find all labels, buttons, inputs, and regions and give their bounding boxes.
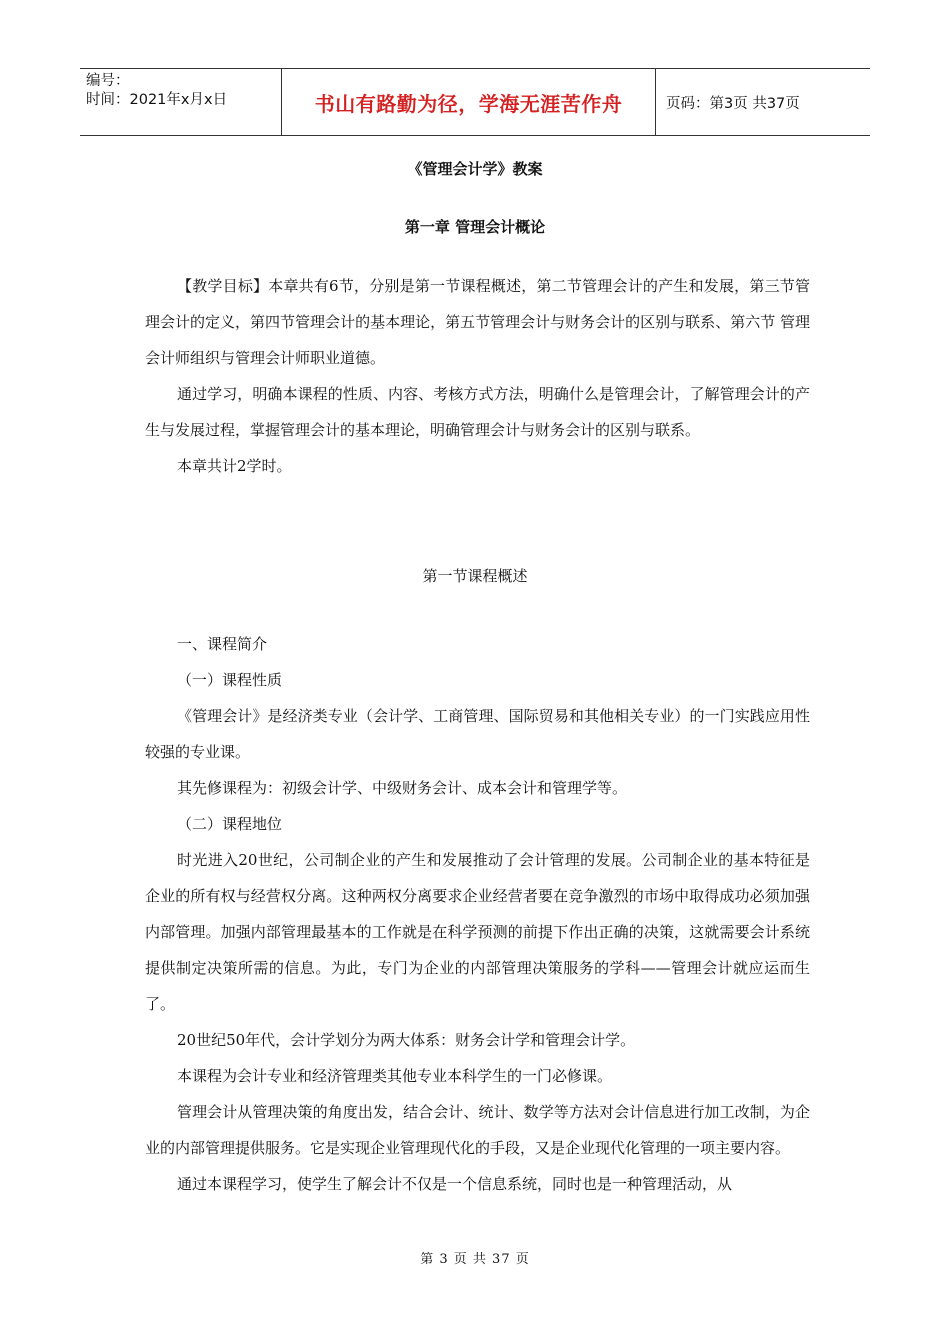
prerequisite-paragraph: 其先修课程为：初级会计学、中级财务会计、成本会计和管理学等。 [177,779,628,797]
header-table [80,68,870,136]
heading-course-position: （二）课程地位 [177,815,283,833]
fifties-paragraph: 20世纪50年代，会计学划分为两大体系：财务会计学和管理会计学。 [177,1031,636,1049]
header-meta-cell [80,69,282,135]
history-paragraph: 时光进入20世纪，公司制企业的产生和发展推动了会计管理的发展。公司制企业的基本特征是企业的所有权与经营权分离。这种两权分离要求企业经营者要在竞争激烈的市场中取得成功必须加强内部管理。加强内部管理最基本的工作就是在科学预测的前提下作出正确的决策，这就需要会计系统提供制定决策所需的信息。为此，专门为企业的内部管理决策服务的学科——管理会计就应运而生了。 [145,851,810,1013]
chapter-title: 第一章 管理会计概论 [404,218,546,236]
header-page-info: 页码：第3页 共37页 [666,95,800,112]
document-title: 《管理会计学》教案 [407,160,543,178]
page-footer: 第 3 页 共 37 页 [420,1252,530,1267]
header-motto: 书山有路勤为径，学海无涯苦作舟 [282,69,656,135]
time-label: 时间：2021年x月x日 [86,92,228,108]
section-title: 第一节课程概述 [422,567,528,585]
intro-section [145,268,810,484]
management-accounting-paragraph: 管理会计从管理决策的角度出发，结合会计、统计、数学等方法对会计信息进行加工改制，为企业的内部管理提供服务。它是实现企业管理现代化的手段，又是企业现代化管理的一项主要内容。 [145,1103,810,1157]
heading-course-nature: （一）课程性质 [177,671,283,689]
required-course-paragraph: 本课程为会计专业和经济管理类其他专业本科学生的一门必修课。 [177,1067,613,1085]
course-nature-paragraph: 《管理会计》是经济类专业（会计学、工商管理、国际贸易和其他相关专业）的一门实践应用性较强的专业课。 [145,707,810,761]
heading-course-intro: 一、课程简介 [177,635,268,653]
number-label: 编号： [86,73,130,89]
class-hours-paragraph: 本章共计2学时。 [177,457,292,475]
body-section [145,626,810,1202]
learning-goal-paragraph: 通过本课程学习，使学生了解会计不仅是一个信息系统，同时也是一种管理活动，从 [177,1175,733,1193]
teaching-objective-paragraph: 【教学目标】本章共有6节，分别是第一节课程概述，第二节管理会计的产生和发展，第三节管理会计的定义，第四节管理会计的基本理论，第五节管理会计与财务会计的区别与联系、第六节 管理会计师组织与管理会计师职业道德。 [145,277,810,367]
learning-outcome-paragraph: 通过学习，明确本课程的性质、内容、考核方式方法，明确什么是管理会计，了解管理会计的产生与发展过程，掌握管理会计的基本理论，明确管理会计与财务会计的区别与联系。 [145,385,810,439]
